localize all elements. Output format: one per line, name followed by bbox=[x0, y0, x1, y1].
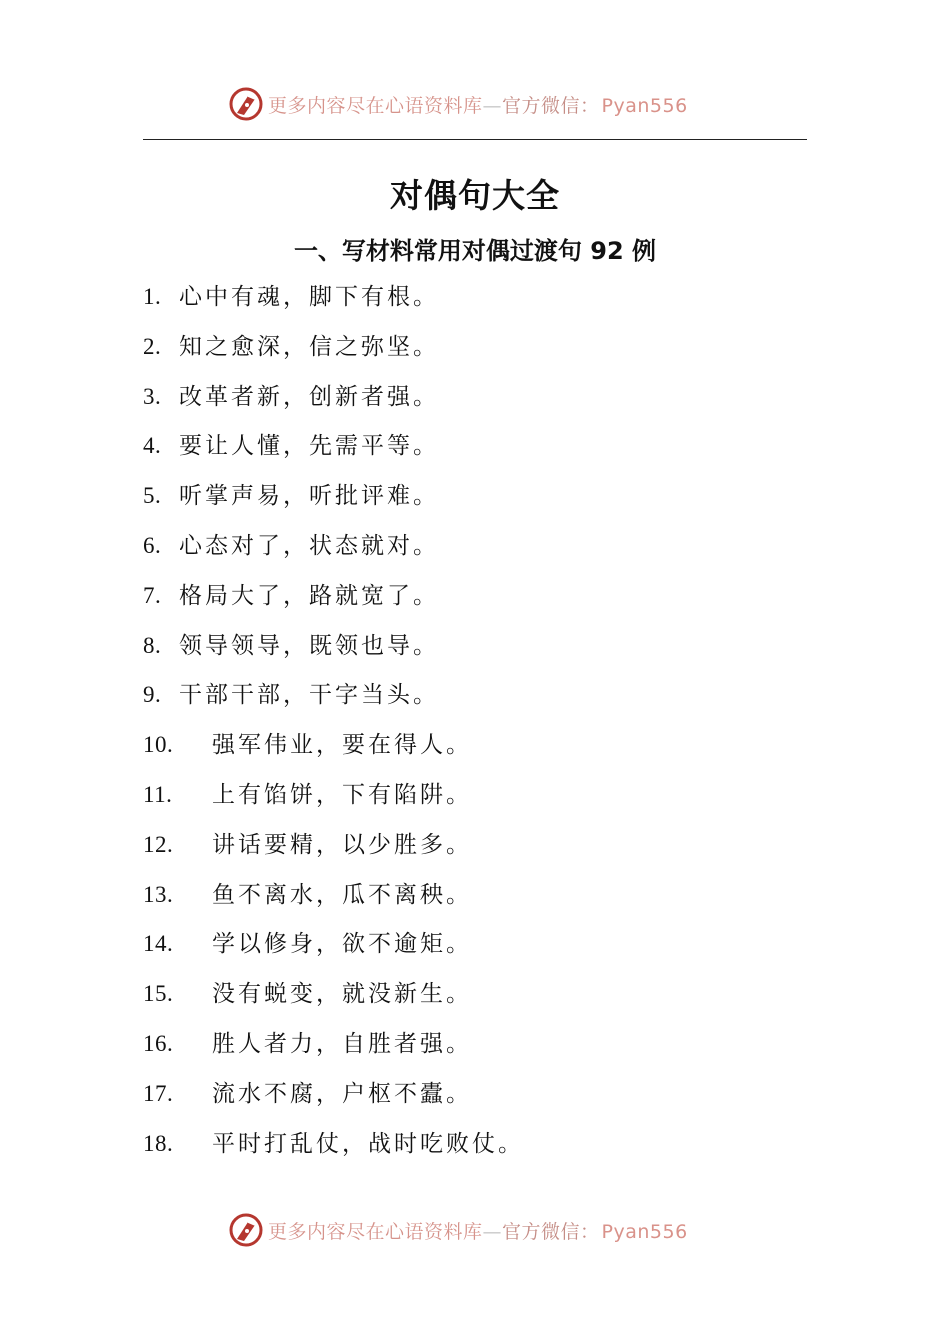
watermark-dash: — bbox=[482, 94, 503, 117]
list-item bbox=[143, 525, 793, 575]
list-item-number: 8. bbox=[143, 632, 162, 658]
list-item-text: 学以修身，欲不逾矩。 bbox=[212, 931, 472, 958]
list-item bbox=[143, 376, 793, 426]
list-item bbox=[143, 774, 793, 824]
watermark-wechat-id: Pyan556 bbox=[601, 94, 688, 117]
list-item bbox=[143, 1073, 793, 1123]
list-item bbox=[143, 824, 793, 874]
list-item-text: 要让人懂，先需平等。 bbox=[179, 433, 439, 460]
list-item bbox=[143, 425, 793, 475]
list-item-number: 11. bbox=[143, 781, 173, 807]
list-item bbox=[143, 475, 793, 525]
list-item-text: 上有馅饼，下有陷阱。 bbox=[212, 781, 472, 808]
list-item-text: 改革者新，创新者强。 bbox=[179, 383, 439, 410]
list-item-number: 5. bbox=[143, 483, 162, 509]
watermark-text bbox=[268, 91, 688, 118]
footer-watermark bbox=[228, 1210, 748, 1250]
document-title: 对偶句大全 bbox=[390, 176, 560, 215]
list-item-number: 2. bbox=[143, 333, 162, 359]
list-item bbox=[143, 923, 793, 973]
watermark-dash: — bbox=[482, 1220, 503, 1243]
couplet-list bbox=[143, 276, 793, 1172]
list-item-number: 15. bbox=[143, 981, 174, 1007]
list-item-number: 18. bbox=[143, 1130, 174, 1156]
list-item-text: 没有蜕变，就没新生。 bbox=[212, 981, 472, 1008]
list-item-number: 13. bbox=[143, 881, 174, 907]
list-item bbox=[143, 1023, 793, 1073]
list-item bbox=[143, 874, 793, 924]
list-item-text: 格局大了，路就宽了。 bbox=[179, 582, 439, 609]
watermark-brand: 更多内容尽在心语资料库 bbox=[268, 94, 483, 117]
list-item-number: 14. bbox=[143, 931, 174, 957]
watermark-text bbox=[268, 1217, 688, 1244]
header-watermark bbox=[228, 84, 748, 124]
list-item-number: 16. bbox=[143, 1030, 174, 1056]
list-item-number: 6. bbox=[143, 532, 162, 558]
list-item-number: 10. bbox=[143, 732, 174, 758]
watermark-brand: 更多内容尽在心语资料库 bbox=[268, 1220, 483, 1243]
list-item bbox=[143, 625, 793, 675]
list-item bbox=[143, 326, 793, 376]
list-item-text: 听掌声易，听批评难。 bbox=[179, 483, 439, 510]
watermark-wechat-label: 官方微信： bbox=[502, 94, 600, 117]
list-item-text: 鱼不离水，瓜不离秧。 bbox=[212, 881, 472, 908]
list-item-number: 9. bbox=[143, 682, 162, 708]
list-item-text: 胜人者力，自胜者强。 bbox=[212, 1030, 472, 1057]
pen-nib-logo-icon bbox=[228, 86, 264, 122]
list-item-text: 流水不腐，户枢不蠹。 bbox=[212, 1080, 472, 1107]
list-item-text: 干部干部，干字当头。 bbox=[179, 682, 439, 709]
header-divider bbox=[143, 139, 807, 140]
list-item-number: 17. bbox=[143, 1080, 174, 1106]
list-item-text: 知之愈深，信之弥坚。 bbox=[179, 333, 439, 360]
list-item bbox=[143, 276, 793, 326]
list-item-number: 7. bbox=[143, 582, 162, 608]
list-item-text: 平时打乱仗，战时吃败仗。 bbox=[212, 1130, 524, 1157]
list-item-text: 强军伟业，要在得人。 bbox=[212, 732, 472, 759]
list-item-text: 领导领导，既领也导。 bbox=[179, 632, 439, 659]
list-item bbox=[143, 973, 793, 1023]
list-item bbox=[143, 674, 793, 724]
list-item bbox=[143, 1123, 793, 1173]
watermark-wechat-label: 官方微信： bbox=[502, 1220, 600, 1243]
list-item-number: 3. bbox=[143, 383, 162, 409]
list-item-number: 12. bbox=[143, 831, 174, 857]
list-item-text: 心中有魂，脚下有根。 bbox=[179, 284, 439, 310]
list-item bbox=[143, 575, 793, 625]
list-item bbox=[143, 724, 793, 774]
pen-nib-logo-icon bbox=[228, 1212, 264, 1248]
section-heading: 一、写材料常用对偶过渡句 92 例 bbox=[293, 237, 657, 265]
list-item-number: 4. bbox=[143, 433, 162, 459]
list-item-text: 讲话要精，以少胜多。 bbox=[212, 831, 472, 858]
list-item-text: 心态对了，状态就对。 bbox=[179, 532, 439, 559]
watermark-wechat-id: Pyan556 bbox=[601, 1220, 688, 1243]
list-item-number: 1. bbox=[143, 284, 162, 309]
